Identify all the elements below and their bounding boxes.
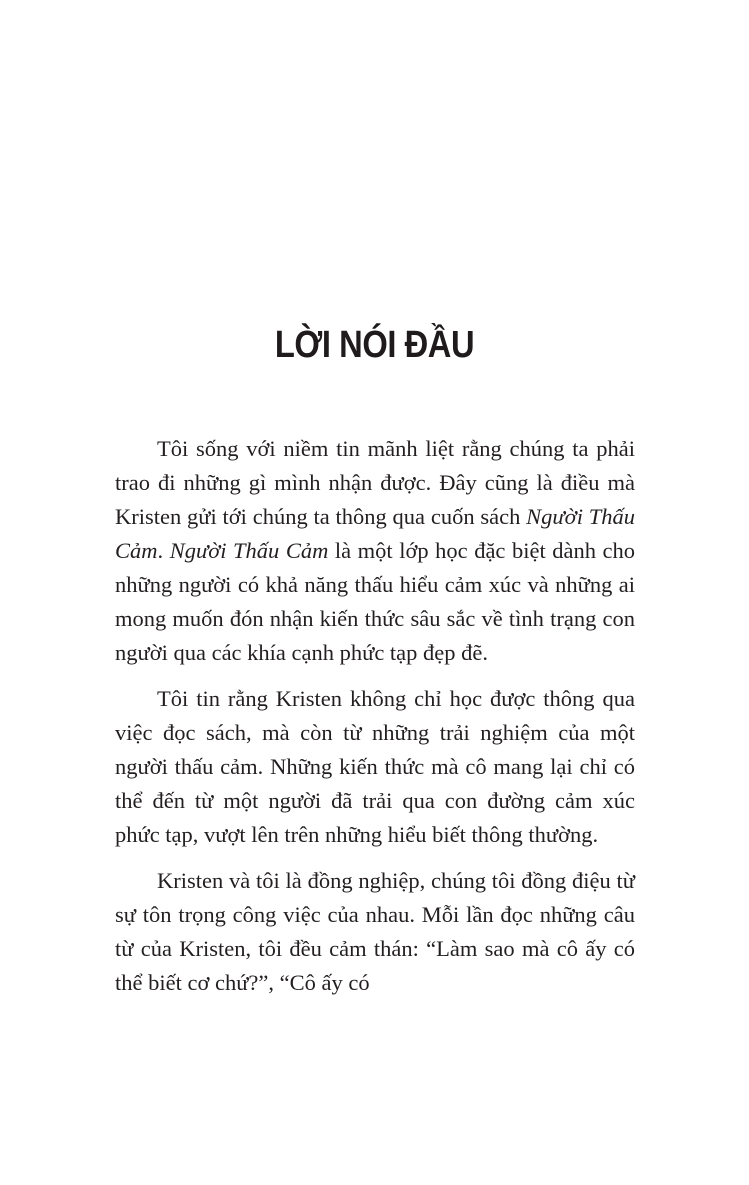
paragraph-1-text-after: là một lớp học đặc biệt dành cho những người có khả năng thấu hiểu cảm xúc và những ai mong muốn đón nhận kiến thức sâu sắc về tình trạng con người qua các khía cạnh phức tạp đẹp đẽ. [115,538,636,665]
paragraph-3: Kristen và tôi là đồng nghiệp, chúng tôi đồng điệu từ sự tôn trọng công việc của nhau. Mỗi lần đọc những câu từ của Kristen, tôi đều cảm thán: “Làm sao mà cô ấy có thể biết cơ chứ?”, “Cô ấy có [115,868,635,995]
book-title-italic: Người Thấu Cảm [169,538,329,563]
body-text [115,432,635,1012]
paragraph-1 [115,432,635,670]
book-title-italic: Người Thấu Cảm [115,504,636,563]
paragraph-2: Tôi tin rằng Kristen không chỉ học được thông qua việc đọc sách, mà còn từ những trải nghiệm của một người thấu cảm. Những kiến thức mà cô mang lại chỉ có thể đến từ một người đã trải qua con đường cảm xúc phức tạp, vượt lên trên những hiểu biết thông thường. [115,686,635,847]
paragraph-1-text-before: Tôi sống với niềm tin mãnh liệt rằng chúng ta phải trao đi những gì mình nhận được. Đây cũng là điều mà Kristen gửi tới chúng ta thông qua cuốn sách [115,436,635,529]
chapter-title: LỜI NÓI ĐẦU [274,324,475,367]
paragraph-1-text-middle: . [157,538,170,563]
